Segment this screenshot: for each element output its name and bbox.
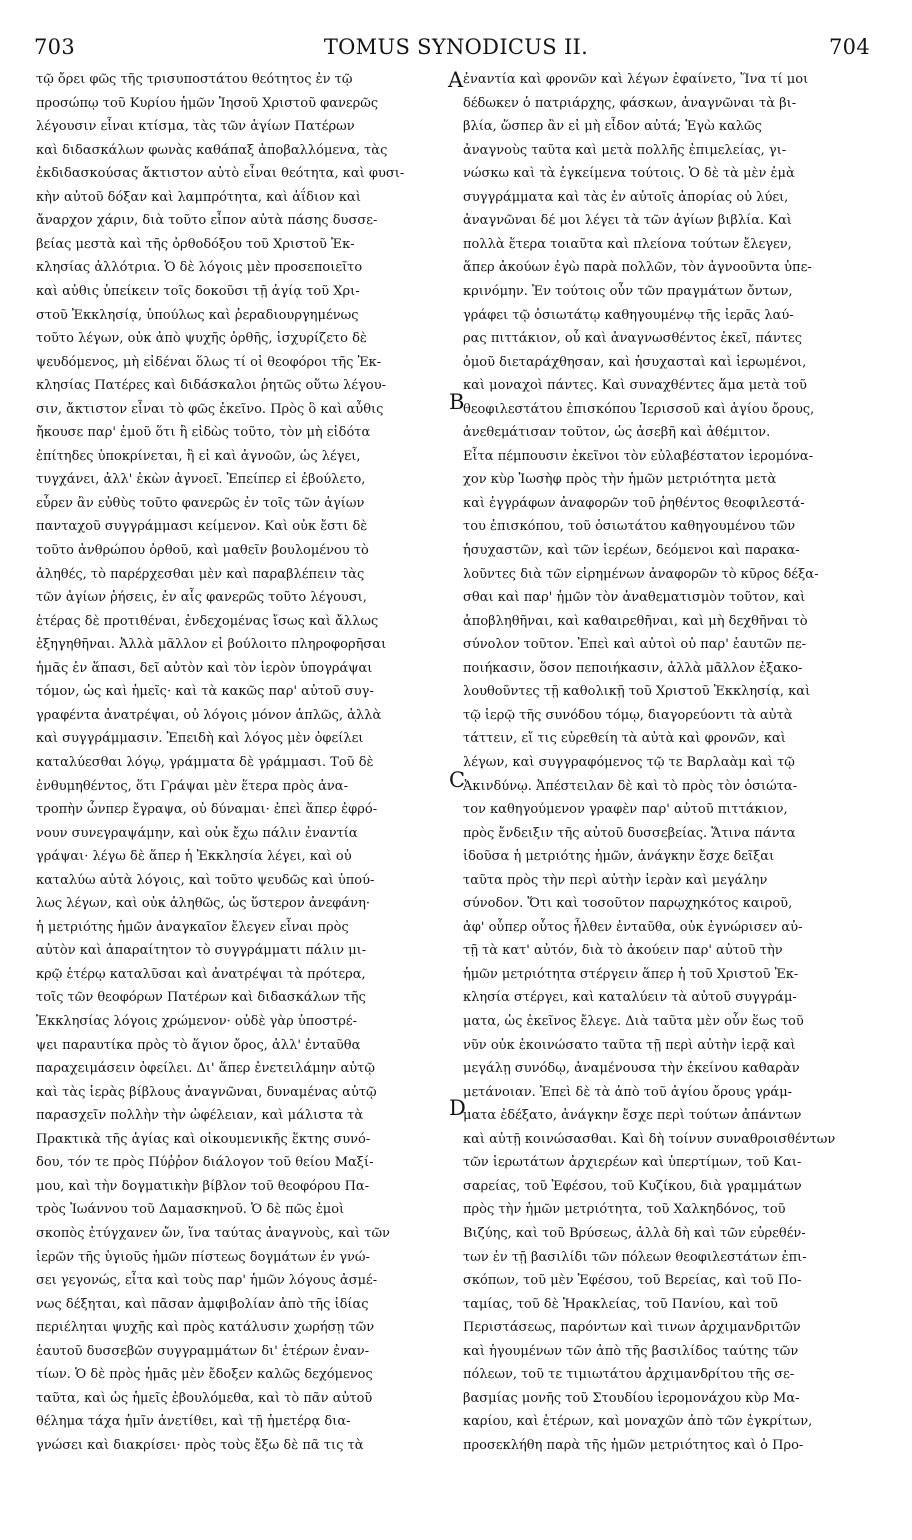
right-column-line: ρας πιττάκιον, οὗ καὶ ἀναγνωσθέντος ἐκεῖ, πάντες bbox=[463, 331, 802, 347]
left-column-line: νουν συνεγραψάμην, καὶ οὐκ ἔχω πάλιν ἐναντία bbox=[36, 825, 358, 841]
right-column-line: Περιστάσεως, παρόντων καὶ τινων ἀρχιμανδριτῶν bbox=[463, 1320, 801, 1336]
right-column-line: τῶν ἱερωτάτων ἀρχιερέων καὶ ὑπερτίμων, τοῦ Και- bbox=[463, 1155, 802, 1171]
right-column-line: τῷ ἱερῷ τῆς συνόδου τόμῳ, διαγορεύοντι τὰ αὐτὰ bbox=[463, 707, 793, 723]
right-column-line: ἀποβληθῆναι, καὶ καθαιρεθῆναι, καὶ μὴ δεχθῆναι τὸ bbox=[463, 613, 808, 629]
left-column-line: Πρακτικὰ τῆς ἁγίας καὶ οἰκουμενικῆς ἕκτης συνό- bbox=[36, 1131, 371, 1147]
right-column-line: σκόπων, τοῦ μὲν Ἐφέσου, τοῦ Βερείας, καὶ τοῦ Πο- bbox=[463, 1273, 802, 1289]
left-column-line: βείας μεστὰ καὶ τῆς ὀρθοδόξου τοῦ Χριστοῦ Ἐκ- bbox=[36, 236, 355, 252]
right-column-line: λουθοῦντες τῇ καθολικῇ τοῦ Χριστοῦ Ἐκκλησίᾳ, καὶ bbox=[463, 684, 811, 700]
left-column-line: τροπὴν ὧνπερ ἔγραψα, οὐ δύναμαι· ἐπεὶ ἅπερ ἐφρό- bbox=[36, 802, 378, 818]
left-column-line: ἤκουσε παρ' ἐμοῦ ὅτι ἢ εἰδὼς τοῦτο, τὸν μὴ εἰδότα bbox=[36, 425, 371, 441]
right-column-line: τάττειν, εἴ τις εὑρεθείη τὰ αὐτὰ καὶ φρονῶν, καὶ bbox=[463, 731, 786, 747]
right-column-line: καὶ μοναχοὶ πάντες. Καὶ συναχθέντες ἅμα μετὰ τοῦ bbox=[463, 378, 807, 394]
right-column-line: θεοφιλεστάτου ἐπισκόπου Ἱερισσοῦ καὶ ἁγίου ὄρους, bbox=[463, 401, 815, 417]
right-column-line: ποιήκασιν, ὅσον πεποιήκασιν, ἀλλὰ μᾶλλον ἐξακο- bbox=[463, 660, 803, 676]
left-column-line: καὶ συγγράμμασιν. Ἐπειδὴ καὶ λόγος μὲν ὀφείλει bbox=[36, 731, 364, 747]
left-column-line: νως δέξηται, καὶ πᾶσαν ἀμφιβολίαν ἀπὸ τῆς ἰδίας bbox=[36, 1296, 369, 1312]
left-column-line: καταλύεσθαι λόγῳ, γράμματα δὲ γράμμασι. Τοῦ δὲ bbox=[36, 754, 374, 770]
left-column-line: κὴν αὐτοῦ δόξαν καὶ λαμπρότητα, καὶ ἀΐδιον καὶ bbox=[36, 189, 361, 205]
right-column-line: σύνοδον. Ὅτι καὶ τοσοῦτον παρῳχηκότος καιροῦ, bbox=[463, 896, 793, 912]
margin-marker-d: D bbox=[449, 1096, 466, 1120]
right-column-line: ταμίας, τοῦ δὲ Ἡρακλείας, τοῦ Πανίου, καὶ τοῦ bbox=[463, 1296, 778, 1312]
right-column-line: προσεκλήθη παρὰ τῆς ἡμῶν μετριότητος καὶ ὁ Προ- bbox=[463, 1437, 804, 1453]
left-column-line: κλησίας Πατέρες καὶ διδάσκαλοι ῥητῶς οὕτω λέγου- bbox=[36, 378, 387, 394]
left-column-line: τοῖς τῶν θεοφόρων Πατέρων καὶ διδασκάλων τῆς bbox=[36, 990, 366, 1006]
right-column-line: ἡσυχαστῶν, καὶ τῶν ἱερέων, δεόμενοι καὶ παρακα- bbox=[463, 543, 800, 558]
left-column-line: κλησίας ἀλλότρια. Ὁ δὲ λόγοις μὲν προσεποιεῖτο bbox=[36, 260, 363, 276]
right-column-line: τῇ τὰ κατ' αὐτόν, διὰ τὸ ἀκούειν παρ' αὐτοῦ τὴν bbox=[463, 943, 783, 959]
left-column-line: ἡμᾶς ἐν ἅπασι, δεῖ αὐτὸν καὶ τὸν ἱερὸν ὑπογράψαι bbox=[36, 660, 373, 676]
left-column-line: καὶ τὰς ἱερὰς βίβλους ἀναγνῶναι, δυναμένας αὐτῷ bbox=[36, 1084, 377, 1100]
left-column-line: προσώπῳ τοῦ Κυρίου ἡμῶν Ἰησοῦ Χριστοῦ φανερῶς bbox=[36, 95, 379, 111]
left-column-line: τοῦτο λέγων, οὐκ ἀπὸ ψυχῆς ὀρθῆς, ἰσχυρίζετο δὲ bbox=[36, 331, 367, 347]
left-column-line: ἑτέρας δὲ προτιθέναι, ἐνδεχομένας ἴσως καὶ ἄλλως bbox=[36, 613, 379, 629]
right-column-line: κρινόμην. Ἐν τούτοις οὖν τῶν πραγμάτων ὄντων, bbox=[463, 283, 793, 299]
right-column-line: καὶ ἐγγράφων ἀναφορῶν τοῦ ῥηθέντος θεοφιλεστά- bbox=[463, 495, 805, 511]
right-column-line: καρίου, καὶ ἑτέρων, καὶ μοναχῶν ἀπὸ τῶν ἐγκρίτων, bbox=[463, 1414, 813, 1430]
left-column-line: θέλημα τάχα ἡμῖν ἀνετίθει, καὶ τῇ ἡμετέρᾳ δια- bbox=[36, 1414, 351, 1430]
left-column-line: περιέληται ψυχῆς καὶ πρὸς κατάλυσιν χωρήσῃ τῶν bbox=[36, 1320, 375, 1336]
left-column-line: δου, τόν τε πρὸς Πύῤῥον διάλογον τοῦ θείου Μαξί- bbox=[36, 1155, 374, 1171]
right-column-line: Βιζύης, καὶ τοῦ Βρύσεως, ἀλλὰ δὴ καὶ τῶν εὑρεθέν- bbox=[463, 1225, 806, 1241]
right-column-line: σύνολον τοῦτον. Ἐπεὶ καὶ αὐτοὶ οὐ παρ' ἑαυτῶν πε- bbox=[463, 637, 807, 653]
right-column-line: μεγάλῃ συνόδῳ, ἀναμένουσα τὴν ἐκείνου καθαρὰν bbox=[463, 1061, 800, 1077]
right-column-line: συγγράμματα καὶ τὰς ἐν αὐτοῖς ἀπορίας οὐ λύει, bbox=[463, 189, 789, 205]
right-column-line: νώσκω καὶ τὰ ἐγκείμενα τούτοις. Ὁ δὲ τὰ μὲν ἐμὰ bbox=[463, 166, 795, 182]
right-column-line: βλία, ὥσπερ ἂν εἰ μὴ εἶδον αὐτά; Ἐγὼ καλῶς bbox=[463, 119, 762, 135]
left-column-line: σκοπὸς ἐτύγχανεν ὤν, ἵνα ταύτας ἀναγνοὺς, καὶ τῶν bbox=[36, 1225, 390, 1241]
right-column-line: δέδωκεν ὁ πατριάρχης, φάσκων, ἀναγνῶναι τὰ βι- bbox=[463, 95, 797, 111]
left-column-line: πανταχοῦ συγγράμμασι κείμενον. Καὶ οὐκ ἔστι δὲ bbox=[36, 519, 368, 535]
right-column-line: ὁμοῦ διεταράχθησαν, καὶ ἡσυχασταὶ καὶ ἱερωμένοι, bbox=[463, 354, 807, 370]
left-column-line: παρασχεῖν πολλὴν τὴν ὠφέλειαν, καὶ μάλιστα τὰ bbox=[36, 1108, 364, 1124]
right-column-line: ταῦτα πρὸς τὴν περὶ αὐτὴν ἱερὰν καὶ μεγάλην bbox=[463, 872, 768, 888]
left-column-line: παραχειμάσειν ὀφείλει. Δι' ἅπερ ἐνετειλάμην αὐτῷ bbox=[36, 1061, 375, 1077]
left-column-line: ἐξηγηθῆναι. Ἀλλὰ μᾶλλον εἰ βούλοιτο πληροφορῆσαι bbox=[36, 637, 387, 653]
left-column-line: ἡ μετριότης ἡμῶν ἀναγκαῖον ἔλεγεν εἶναι πρὸς bbox=[36, 919, 349, 935]
left-column-line: μου, καὶ τὴν δογματικὴν βίβλον τοῦ θεοφόρου Πα- bbox=[36, 1178, 370, 1194]
right-column-line: των ἐν τῇ βασιλίδι τῶν πόλεων θεοφιλεστάτων ἐπι- bbox=[463, 1249, 807, 1265]
right-column-line: ἀνεθεμάτισαν τοῦτον, ὡς ἀσεβῆ καὶ ἀθέμιτον. bbox=[463, 425, 771, 441]
left-column-line: ταῦτα, καὶ ὡς ἡμεῖς ἐβουλόμεθα, καὶ τὸ πᾶν αὐτοῦ bbox=[36, 1390, 373, 1406]
margin-marker-c: C bbox=[449, 768, 466, 792]
right-column-line: πρὸς ἔνδειξιν τῆς αὐτοῦ δυσσεβείας. Ἅτινα πάντα bbox=[463, 825, 796, 841]
left-column-line: Ἐκκλησίας λόγοις χρώμενον· οὐδὲ γὰρ ὑποστρέ- bbox=[36, 1014, 358, 1029]
left-column-line: ψευδόμενος, μὴ εἰδέναι ὅλως τί οἱ θεοφόροι τῆς Ἐκ- bbox=[36, 354, 382, 370]
left-column-line: τῶν ἁγίων ῥήσεις, ἐν αἷς φανερῶς τοῦτο λέγουσι, bbox=[36, 590, 367, 606]
right-column-line: κλησία στέργει, καὶ καταλύειν τὰ αὐτοῦ συγγράμ- bbox=[463, 990, 797, 1006]
margin-marker-b: B bbox=[449, 390, 465, 414]
right-column-line: του ἐπισκόπου, τοῦ ὁσιωτάτου καθηγουμένου τῶν bbox=[463, 519, 796, 535]
left-column-line: ἀληθές, τὸ παρέρχεσθαι μὲν καὶ παραβλέπειν τὰς bbox=[36, 566, 365, 582]
right-column-line: βασμίας μονῆς τοῦ Στουδίου ἱερομονάχου κὺρ Μα- bbox=[463, 1390, 800, 1406]
right-column-line: ἅπερ ἀκούων ἐγὼ παρὰ πολλῶν, τὸν ἀγνοοῦντα ὑπε- bbox=[463, 260, 812, 276]
right-column-line: ἐναντία καὶ φρονῶν καὶ λέγων ἐφαίνετο, Ἵνα τί μοι bbox=[463, 72, 809, 87]
left-column-line: τῷ ὄρει φῶς τῆς τρισυποστάτου θεότητος ἐν τῷ bbox=[36, 72, 353, 87]
left-column-line: τυγχάνει, ἀλλ' ἑκὼν ἀγνοεῖ. Ἐπείπερ εἰ ἐβούλετο, bbox=[36, 472, 366, 488]
right-column-line: πολλὰ ἕτερα τοιαῦτα καὶ πλείονα τούτων ἔλεγεν, bbox=[463, 236, 792, 252]
right-column-line: ἡμῶν μετριότητα στέργειν ἅπερ ἡ τοῦ Χριστοῦ Ἐκ- bbox=[463, 966, 799, 982]
left-column-line: λέγουσιν εἶναι κτίσμα, τὰς τῶν ἁγίων Πατέρων bbox=[36, 119, 355, 135]
right-column-line: σαρείας, τοῦ Ἐφέσου, τοῦ Κυζίκου, διὰ γραμμάτων bbox=[463, 1178, 802, 1194]
right-column-line: μετάνοιαν. Ἐπεὶ δὲ τὰ ἀπὸ τοῦ ἁγίου ὄρους γράμ- bbox=[463, 1084, 793, 1100]
right-column-line: ἀφ' οὗπερ οὗτος ἦλθεν ἐνταῦθα, οὐκ ἐγνώρισεν αὐ- bbox=[463, 919, 803, 935]
page-number-left: 703 bbox=[34, 35, 75, 59]
left-column-line: ἐνθυμηθέντος, ὅτι Γράψαι μὲν ἕτερα πρὸς ἀνα- bbox=[36, 778, 348, 794]
left-column-line: στοῦ Ἐκκλησίᾳ, ὑπούλως καὶ ῥεραδιουργημένως bbox=[36, 307, 359, 323]
right-column-line: Εἶτα πέμπουσιν ἐκεῖνοι τὸν εὐλαβέστατον ἱερομόνα- bbox=[463, 448, 814, 464]
left-column-line: γραφέντα ἀνατρέψαι, οὐ λόγοις μόνον ἁπλῶς, ἀλλὰ bbox=[36, 707, 382, 723]
right-column-line: ἰδοῦσα ἡ μετριότης ἡμῶν, ἀνάγκην ἔσχε δεῖξαι bbox=[463, 849, 775, 865]
right-column-line: χον κὺρ Ἰωσὴφ πρὸς τὴν ἡμῶν μετριότητα μετὰ bbox=[463, 472, 777, 488]
right-column-line: ματα ἐδέξατο, ἀνάγκην ἔσχε περὶ τούτων ἁπάντων bbox=[463, 1108, 802, 1124]
right-column-line: ἀναγνοὺς ταῦτα καὶ μετὰ πολλῆς ἐπιμελείας, γι- bbox=[463, 142, 787, 158]
page-number-right: 704 bbox=[829, 35, 870, 59]
left-column-line: ἐπίτηδες ὑποκρίνεται, ἢ εἰ καὶ ἀγνοῶν, ὡς λέγει, bbox=[36, 448, 361, 464]
right-column-line: λοῦντες διὰ τῶν εἰρημένων ἀναφορῶν τὸ κῦρος δέξα- bbox=[463, 566, 819, 582]
left-column-line: ἱερῶν τῆς ὑγιοῦς ἡμῶν πίστεως δογμάτων ἐν γνώ- bbox=[36, 1249, 370, 1265]
left-column-line: τίων. Ὁ δὲ πρὸς ἡμᾶς μὲν ἔδοξεν καλῶς δεχόμενος bbox=[36, 1367, 373, 1383]
right-column-line: καὶ αὐτῇ κοινώσασθαι. Καὶ δὴ τοίνυν συναθροισθέντων bbox=[463, 1131, 836, 1147]
left-column-line: καὶ διδασκάλων φωνὰς καθάπαξ ἀποβαλλόμενα, τὰς bbox=[36, 142, 388, 158]
right-column-line: σθαι καὶ παρ' ἡμῶν τὸν ἀναθεματισμὸν τοῦτον, καὶ bbox=[463, 590, 806, 606]
right-column-line: πόλεων, τοῦ τε τιμιωτάτου ἀρχιμανδρίτου τῆς σε- bbox=[463, 1367, 795, 1383]
left-column-line: ἄναρχον χάριν, διὰ τοῦτο εἶπον αὐτὰ πάσης δυσσε- bbox=[36, 213, 378, 229]
left-column-line: ψει παραυτίκα πρὸς τὸ ἅγιον ὄρος, ἀλλ' ἐνταῦθα bbox=[36, 1037, 361, 1053]
margin-marker-a: A bbox=[448, 68, 464, 92]
right-column-line: γράφει τῷ ὁσιωτάτῳ καθηγουμένῳ τῆς ἱερᾶς λαύ- bbox=[463, 307, 794, 323]
right-column-line: λέγων, καὶ συγγραφόμενος τῷ τε Βαρλαὰμ καὶ τῷ bbox=[463, 754, 795, 770]
left-column-line: καταλύω αὐτὰ λόγοις, καὶ τοῦτο ψευδῶς καὶ ὑπού- bbox=[36, 872, 375, 888]
left-column-line: ἐκδιδασκούσας ἄκτιστον αὐτὸ εἶναι θεότητα, καὶ φυσι- bbox=[36, 166, 405, 182]
left-column-line: τοῦτο ἀνθρώπου ὀρθοῦ, καὶ μαθεῖν βουλομένου τὸ bbox=[36, 543, 369, 558]
left-column-line: γράψαι· λέγω δὲ ἅπερ ἡ Ἐκκλησία λέγει, καὶ οὐ bbox=[36, 849, 352, 865]
right-column-line: νῦν οὐκ ἐκοινώσατο ταῦτα τῇ περὶ αὐτὴν ἱερᾷ καὶ bbox=[463, 1037, 796, 1053]
left-column-line: εὗρεν ἂν εὐθὺς τοῦτο φανερῶς ἐν τοῖς τῶν ἁγίων bbox=[36, 495, 365, 511]
left-column-line: καὶ αὐθις ὑπείκειν τοῖς δοκοῦσι τῇ ἁγίᾳ τοῦ Χρι- bbox=[36, 283, 360, 299]
right-column-line: καὶ ἡγουμένων τῶν ἀπὸ τῆς βασιλίδος ταύτης τῶν bbox=[463, 1343, 799, 1359]
left-column-line: σει γεγονώς, εἶτα καὶ τοὺς παρ' ἡμῶν λόγους ἀσμέ- bbox=[36, 1273, 378, 1289]
left-column-line: λως λέγων, καὶ οὐκ ἀληθῶς, ὡς ὕστερον ἀνεφάνη· bbox=[36, 896, 371, 912]
left-column-line: τρὸς Ἰωάννου τοῦ Δαμασκηνοῦ. Ὁ δὲ πῶς ἐμοὶ bbox=[36, 1202, 345, 1218]
right-column-line: Ἀκινδύνῳ. Ἀπέστειλαν δὲ καὶ τὸ πρὸς τὸν ὁσιώτα- bbox=[463, 778, 798, 794]
right-column-line: τον καθηγούμενον γραφὲν παρ' αὐτοῦ πιττάκιον, bbox=[463, 802, 788, 818]
left-column-line: σιν, ἄκτιστον εἶναι τὸ φῶς ἐκεῖνο. Πρὸς ὃ καὶ αὖθις bbox=[36, 401, 384, 417]
right-column-line: πρὸς τὴν ἡμῶν μετριότητα, τοῦ Χαλκηδόνος, τοῦ bbox=[463, 1202, 786, 1218]
running-head: TOMUS SYNODICUS II. bbox=[323, 35, 589, 59]
right-column-line: ἀναγνῶναι δέ μοι λέγει τὰ τῶν ἁγίων βιβλία. Καὶ bbox=[463, 213, 792, 229]
left-column-line: ἑαυτοῦ δυσσεβῶν συγγραμμάτων δι' ἑτέρων ἐναν- bbox=[36, 1343, 370, 1359]
left-column-line: κρῷ ἑτέρῳ καταλῦσαι καὶ ἀνατρέψαι τὰ πρότερα, bbox=[36, 966, 366, 982]
left-column-line: τόμον, ὡς καὶ ἡμεῖς· καὶ τὰ κακῶς παρ' αὐτοῦ συγ- bbox=[36, 684, 374, 700]
right-column-line: ματα, ὡς ἐκεῖνος ἔλεγε. Διὰ ταῦτα μὲν οὖν ἕως τοῦ bbox=[463, 1014, 804, 1029]
left-column-line: αὐτὸν καὶ ἀπαραίτητον τὸ συγγράμματι πάλιν μι- bbox=[36, 943, 367, 959]
left-column-line: γνώσει καὶ διακρίσει· πρὸς τοὺς ἔξω δὲ πᾶ τις τὰ bbox=[36, 1437, 364, 1453]
